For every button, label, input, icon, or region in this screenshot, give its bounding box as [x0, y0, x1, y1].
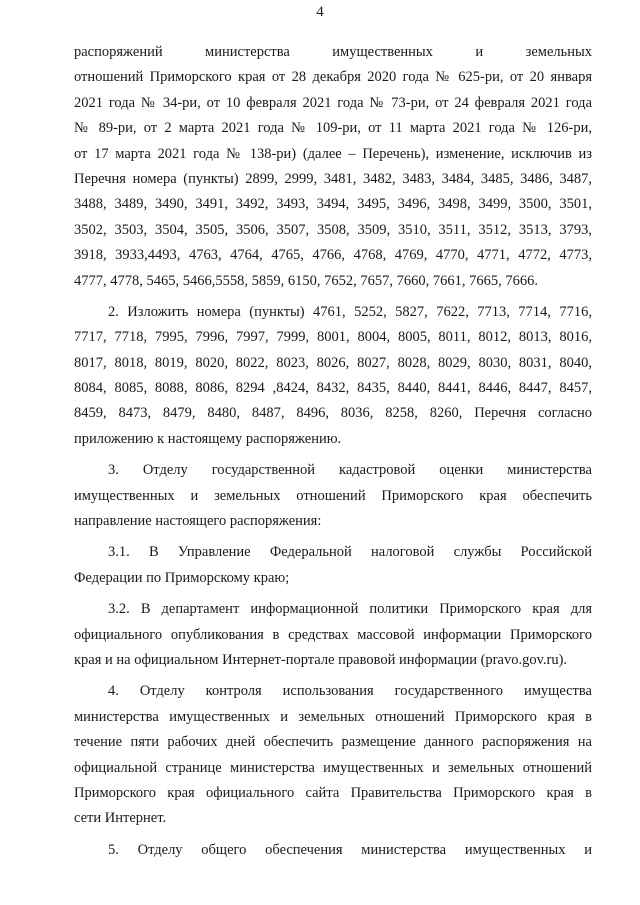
text-line: 3. Отделу государственной кадастровой оценки министерства — [108, 462, 592, 479]
text-line: 3.1. В Управление Федеральной налоговой службы Российской — [108, 544, 592, 561]
text-line: министерства имущественных и земельных отношений Приморского края в — [74, 708, 592, 725]
text-line: 3.2. В департамент информационной политики Приморского края для — [108, 601, 592, 618]
text-line: Федерации по Приморскому краю; — [74, 569, 290, 586]
text-line: № 89-ри, от 2 марта 2021 года № 109-ри, от 11 марта 2021 года № 126-ри, — [74, 120, 592, 137]
text-line: 7717, 7718, 7995, 7996, 7997, 7999, 8001, 8004, 8005, 8011, 8012, 8013, 8016, — [74, 329, 592, 346]
text-line: направление настоящего распоряжения: — [74, 513, 322, 530]
text-line: 8017, 8018, 8019, 8020, 8022, 8023, 8026, 8027, 8028, 8029, 8030, 8031, 8040, — [74, 354, 592, 371]
text-line: официального опубликования в средствах массовой информации Приморского — [74, 626, 592, 643]
text-line: отношений Приморского края от 28 декабря 2020 года № 625-ри, от 20 января — [74, 69, 592, 86]
text-line: имущественных и земельных отношений Приморского края обеспечить — [74, 487, 592, 504]
text-line: Перечня номера (пункты) 2899, 2999, 3481, 3482, 3483, 3484, 3485, 3486, 3487, — [74, 170, 592, 187]
page-number: 4 — [316, 4, 324, 20]
text-line: распоряжений министерства имущественных и земельных — [74, 44, 592, 60]
text-line: сети Интернет. — [74, 810, 167, 827]
body-text — [74, 40, 592, 863]
text-line: приложению к настоящему распоряжению. — [74, 430, 342, 447]
text-line: 2021 года № 34-ри, от 10 февраля 2021 года № 73-ри, от 24 февраля 2021 года — [74, 94, 592, 111]
text-line: 8459, 8473, 8479, 8480, 8487, 8496, 8036, 8258, 8260, Перечня согласно — [74, 405, 592, 422]
text-line: 3502, 3503, 3504, 3505, 3506, 3507, 3508, 3509, 3510, 3511, 3512, 3513, 3793, — [74, 221, 592, 238]
text-line: Приморского края официального сайта Правительства Приморского края в — [74, 784, 592, 801]
text-line: 4. Отделу контроля использования государственного имущества — [108, 683, 592, 700]
text-line: 4777, 4778, 5465, 5466,5558, 5859, 6150, 7652, 7657, 7660, 7661, 7665, 7666. — [74, 272, 538, 289]
text-line: течение пяти рабочих дней обеспечить размещение данного распоряжения на — [74, 734, 592, 751]
text-line: 5. Отделу общего обеспечения министерства имущественных и — [108, 841, 592, 858]
text-line: 3488, 3489, 3490, 3491, 3492, 3493, 3494, 3495, 3496, 3498, 3499, 3500, 3501, — [74, 196, 592, 213]
text-line: от 17 марта 2021 года № 138-ри) (далее – Перечень), изменение, исключив из — [74, 145, 592, 162]
text-line: 3918, 3933,4493, 4763, 4764, 4765, 4766, 4768, 4769, 4770, 4771, 4772, 4773, — [74, 247, 592, 264]
text-line: края и на официальном Интернет-портале правовой информации (pravo.gov.ru). — [74, 651, 568, 668]
text-line: 2. Изложить номера (пункты) 4761, 5252, 5827, 7622, 7713, 7714, 7716, — [108, 303, 592, 320]
text-line: официальной странице министерства имущественных и земельных отношений — [74, 759, 592, 776]
text-line: 8084, 8085, 8088, 8086, 8294 ,8424, 8432, 8435, 8440, 8441, 8446, 8447, 8457, — [74, 380, 592, 397]
